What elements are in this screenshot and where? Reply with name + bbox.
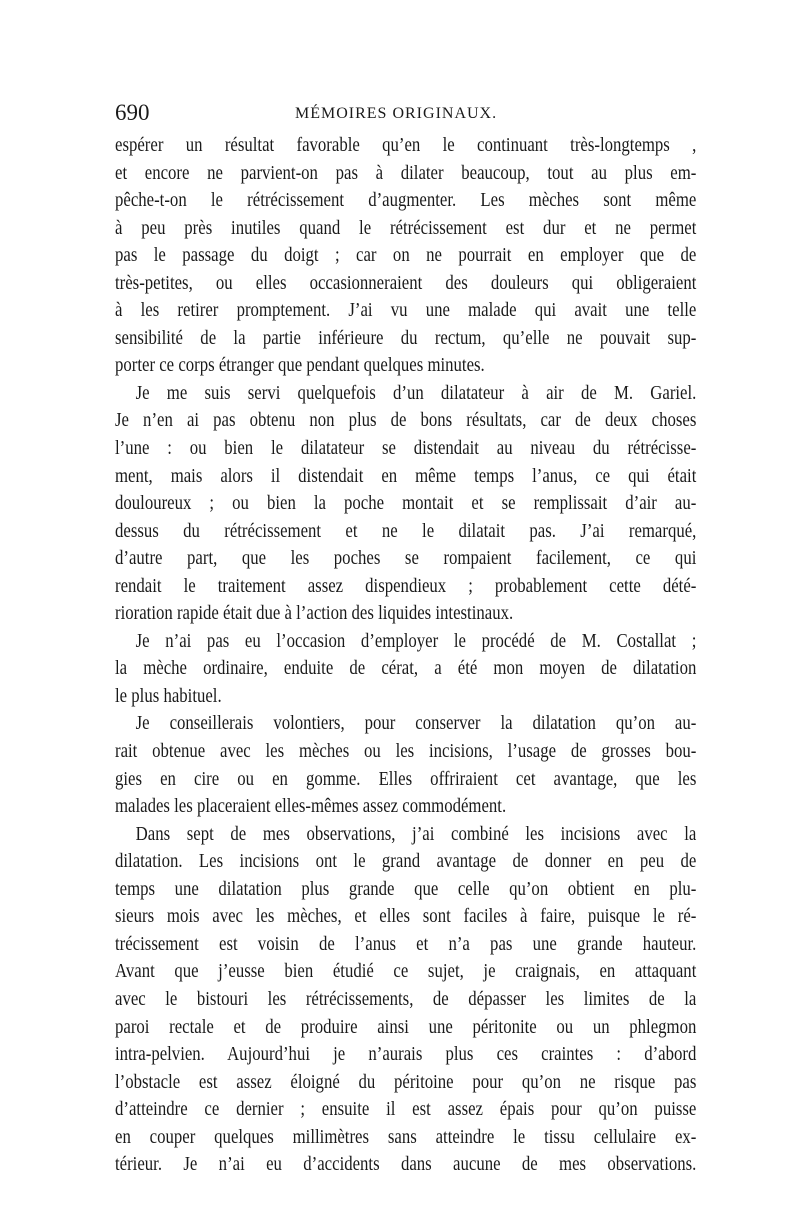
text-line: Dans sept de mes observations, j’ai combiné les incisions avec la — [135, 823, 697, 845]
text-line: rendait le traitement assez dispendieux ; probablement cette dété- — [115, 575, 697, 597]
text-line: à peu près inutiles quand le rétrécissement est dur et ne permet — [115, 217, 697, 239]
paragraph-1 — [115, 132, 697, 380]
paragraph-5 — [115, 821, 697, 1179]
text-line: rioration rapide était due à l’action des liquides intestinaux. — [115, 603, 514, 625]
text-line: Je conseillerais volontiers, pour conserver la dilatation qu’on au- — [135, 713, 697, 735]
text-line: temps une dilatation plus grande que celle qu’on obtient en plu- — [115, 878, 697, 900]
text-line: l’obstacle est assez éloigné du péritoine pour qu’on ne risque pas — [115, 1071, 697, 1093]
text-line: Je me suis servi quelquefois d’un dilatateur à air de M. Gariel. — [135, 382, 697, 404]
text-line: sensibilité de la partie inférieure du rectum, qu’elle ne pouvait sup- — [115, 327, 697, 349]
paragraph-3 — [115, 628, 697, 711]
text-line: en couper quelques millimètres sans atteindre le tissu cellulaire ex- — [115, 1126, 697, 1148]
text-line: porter ce corps étranger que pendant quelques minutes. — [115, 355, 485, 377]
text-line: d’atteindre ce dernier ; ensuite il est assez épais pour qu’on puisse — [115, 1099, 697, 1121]
text-line: avec le bistouri les rétrécissements, de dépasser les limites de la — [115, 988, 697, 1010]
page-number: 690 — [115, 100, 150, 125]
text-line: à les retirer promptement. J’ai vu une malade qui avait une telle — [115, 300, 697, 322]
text-line: Avant que j’eusse bien étudié ce sujet, je craignais, en attaquant — [115, 961, 697, 983]
running-head — [115, 98, 697, 128]
text-line: rait obtenue avec les mèches ou les incisions, l’usage de grosses bou- — [115, 741, 697, 763]
text-line: paroi rectale et de produire ainsi une péritonite ou un phlegmon — [115, 1016, 697, 1038]
paragraph-4 — [115, 710, 697, 820]
body-text — [115, 132, 697, 1179]
text-line: intra-pelvien. Aujourd’hui je n’aurais plus ces craintes : d’abord — [115, 1044, 697, 1066]
text-line: térieur. Je n’ai eu d’accidents dans aucune de mes observations. — [115, 1154, 697, 1176]
text-line: d’autre part, que les poches se rompaient facilement, ce qui — [115, 548, 697, 570]
text-line: l’une : ou bien le dilatateur se distendait au niveau du rétrécisse- — [115, 438, 697, 460]
text-line: dilatation. Les incisions ont le grand avantage de donner en peu de — [115, 851, 697, 873]
paragraph-2 — [115, 380, 697, 628]
text-line: gies en cire ou en gomme. Elles offriraient cet avantage, que les — [115, 768, 697, 790]
text-line: dessus du rétrécissement et ne le dilatait pas. J’ai remarqué, — [115, 520, 697, 542]
running-title: MÉMOIRES ORIGINAUX. — [295, 105, 498, 122]
text-line: pêche-t-on le rétrécissement d’augmenter. Les mèches sont même — [115, 190, 697, 212]
text-line: et encore ne parvient-on pas à dilater beaucoup, tout au plus em- — [115, 162, 697, 184]
text-line: douloureux ; ou bien la poche montait et se remplissait d’air au- — [115, 493, 697, 515]
text-line: trécissement est voisin de l’anus et n’a pas une grande hauteur. — [115, 933, 697, 955]
text-line: Je n’ai pas eu l’occasion d’employer le procédé de M. Costallat ; — [135, 630, 697, 652]
text-line: ment, mais alors il distendait en même temps l’anus, ce qui était — [115, 465, 697, 487]
text-line: espérer un résultat favorable qu’en le continuant très-longtemps , — [115, 135, 697, 156]
text-line: malades les placeraient elles-mêmes assez commodément. — [115, 796, 507, 818]
text-line: le plus habituel. — [115, 685, 222, 707]
text-line: la mèche ordinaire, enduite de cérat, a été mon moyen de dilatation — [115, 658, 697, 680]
text-line: Je n’en ai pas obtenu non plus de bons résultats, car de deux choses — [115, 410, 697, 432]
text-line: sieurs mois avec les mèches, et elles sont faciles à faire, puisque le ré- — [115, 906, 697, 928]
text-line: pas le passage du doigt ; car on ne pourrait en employer que de — [115, 245, 697, 267]
text-line: très-petites, ou elles occasionneraient des douleurs qui obligeraient — [115, 272, 697, 294]
